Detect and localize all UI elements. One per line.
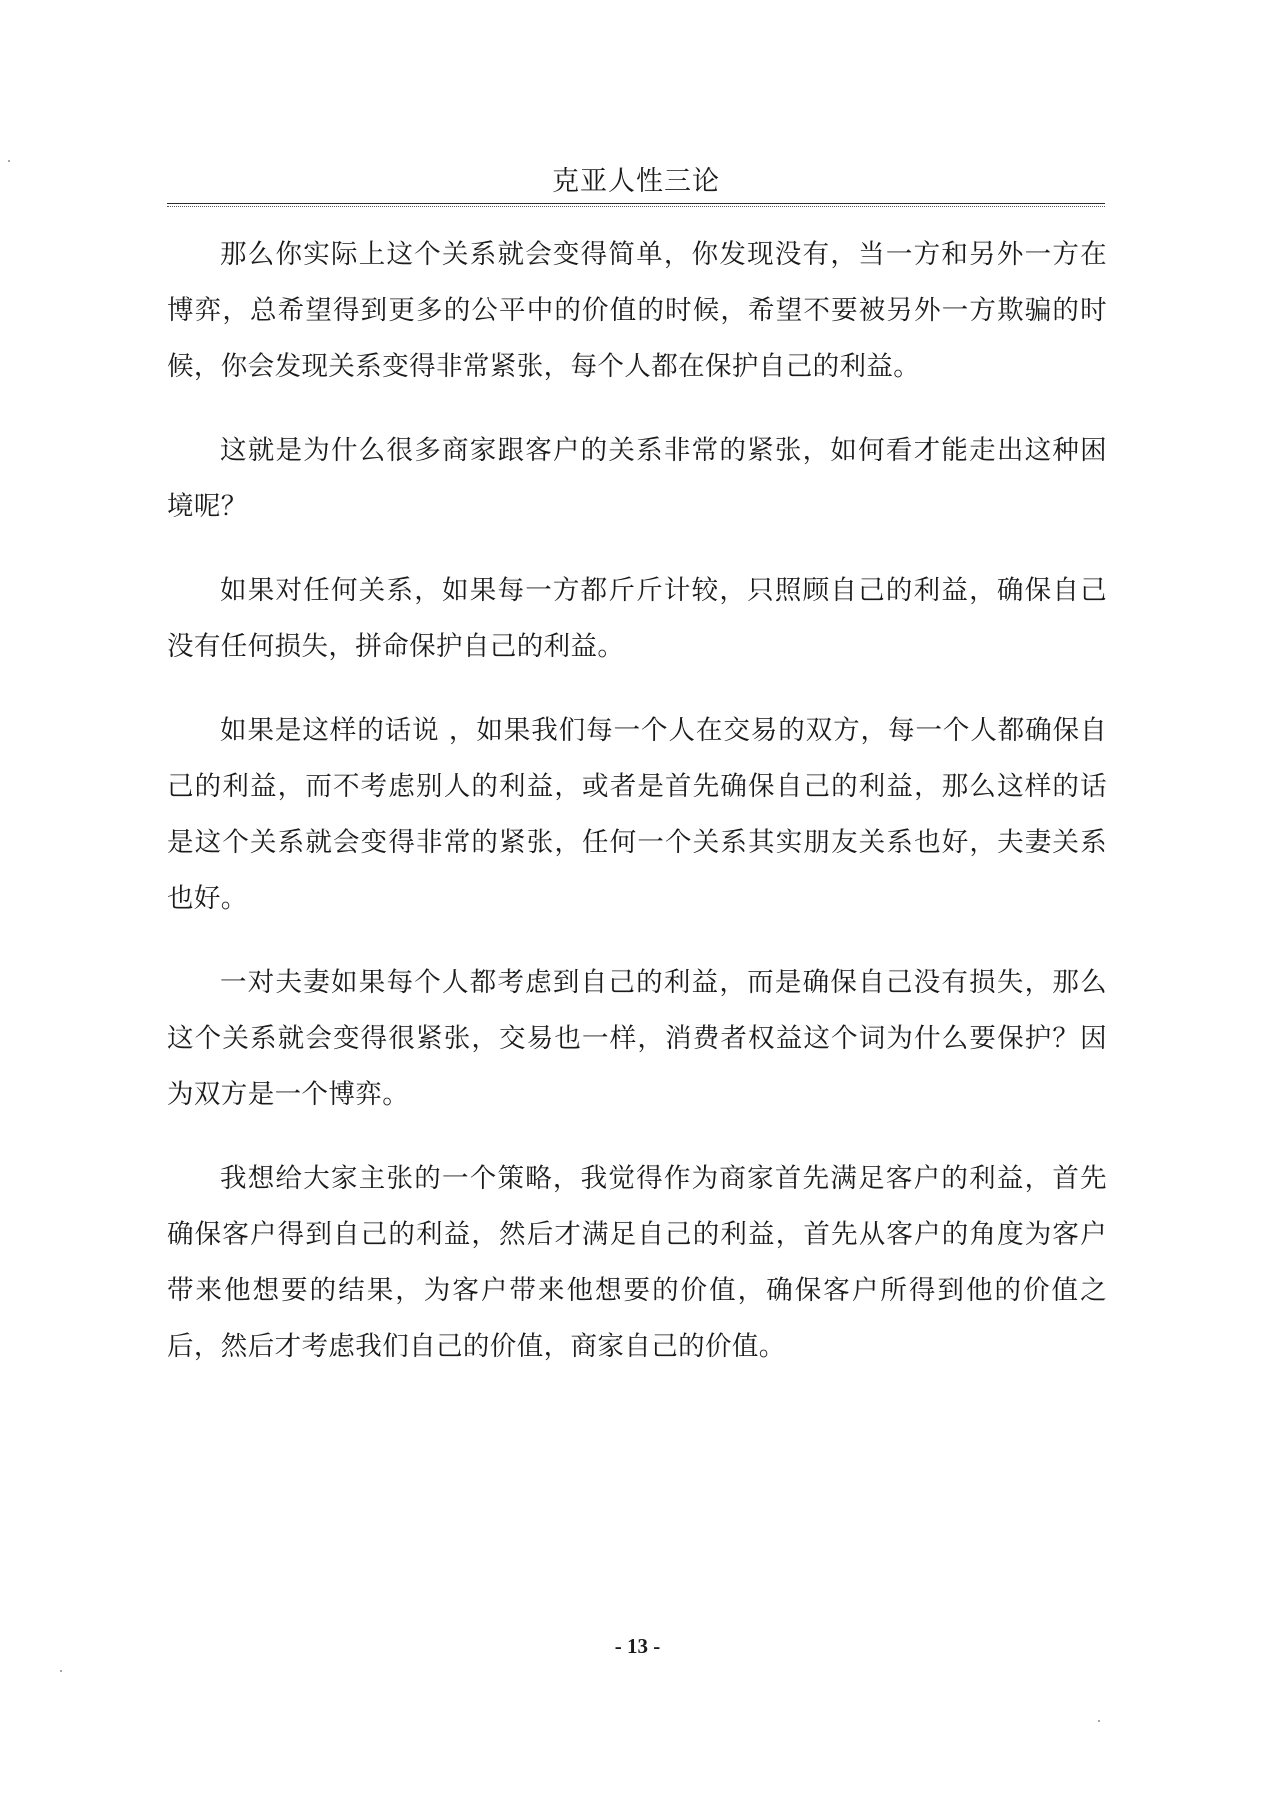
page-number: - 13 - [614, 1634, 661, 1658]
paragraph-5: 一对夫妻如果每个人都考虑到自己的利益，而是确保自己没有损失，那么这个关系就会变得很紧张，交易也一样，消费者权益这个词为什么要保护？因为双方是一个博弈。 [167, 967, 1107, 1110]
scan-speck [60, 1670, 62, 1672]
scan-speck [8, 160, 10, 162]
header-rule-dotted [167, 206, 1105, 207]
scan-speck [1098, 1720, 1100, 1722]
header-rule [167, 203, 1105, 204]
paragraph-4: 如果是这样的话说 ，如果我们每一个人在交易的双方，每一个人都确保自己的利益，而不考虑别人的利益，或者是首先确保自己的利益，那么这样的话是这个关系就会变得非常的紧张，任何一个关系其实朋友关系也好，夫妻关系也好。 [167, 715, 1107, 914]
paragraph-3: 如果对任何关系，如果每一方都斤斤计较，只照顾自己的利益，确保自己没有任何损失，拼命保护自己的利益。 [167, 575, 1107, 662]
paragraph-1: 那么你实际上这个关系就会变得简单，你发现没有，当一方和另外一方在博弈，总希望得到更多的公平中的价值的时候，希望不要被另外一方欺骗的时候，你会发现关系变得非常紧张，每个人都在保护自己的利益。 [167, 239, 1107, 382]
running-header: 克亚人性三论 [552, 166, 720, 197]
body-text [167, 227, 1107, 1403]
paragraph-6: 我想给大家主张的一个策略，我觉得作为商家首先满足客户的利益，首先确保客户得到自己的利益，然后才满足自己的利益，首先从客户的角度为客户带来他想要的结果，为客户带来他想要的价值，确保客户所得到他的价值之后，然后才考虑我们自己的价值，商家自己的价值。 [167, 1163, 1107, 1362]
paragraph-2: 这就是为什么很多商家跟客户的关系非常的紧张，如何看才能走出这种困境呢？ [167, 435, 1107, 522]
